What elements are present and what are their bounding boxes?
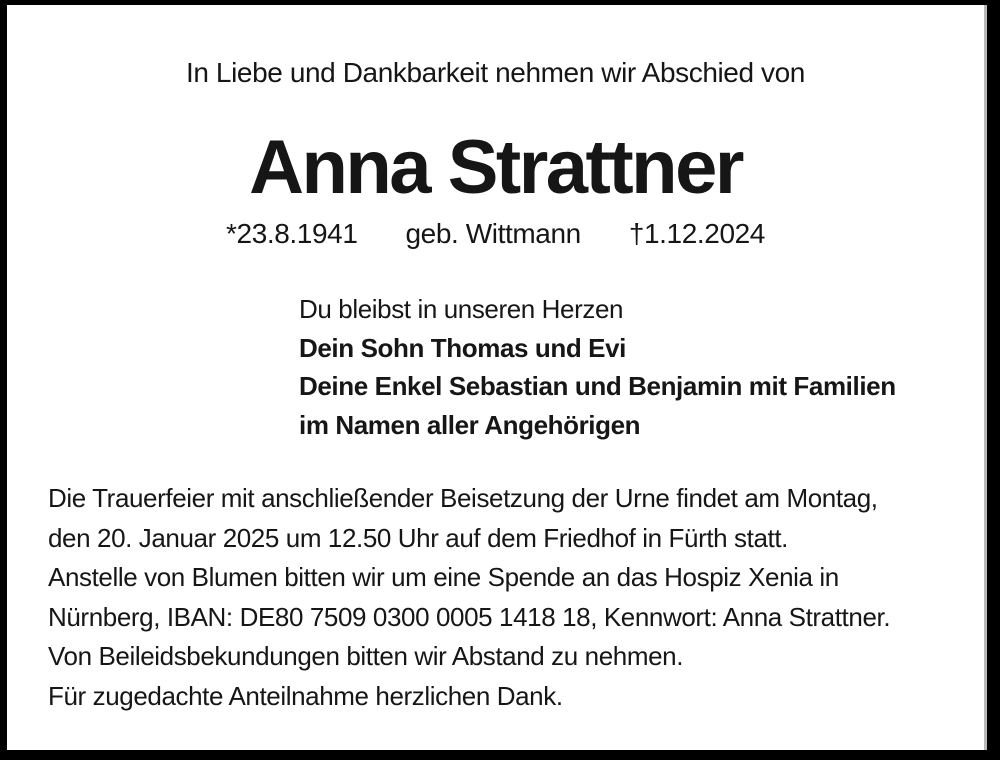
death-date: †1.12.2024 (628, 218, 765, 249)
verse-line: im Namen aller Angehörigen (299, 409, 641, 440)
verse-line: Dein Sohn Thomas und Evi (299, 332, 626, 363)
maiden-name: geb. Wittmann (405, 218, 581, 249)
family-block (299, 290, 896, 444)
life-dates-row (7, 218, 984, 250)
closing-line: den 20. Januar 2025 um 12.50 Uhr auf dem Friedhof in Fürth statt. (48, 522, 788, 553)
closing-line: Für zugedachte Anteilnahme herzlichen Dank. (48, 680, 563, 711)
funeral-details (48, 479, 890, 716)
closing-line: Anstelle von Blumen bitten wir um eine Spende an das Hospiz Xenia in (48, 562, 839, 592)
verse-line: Du bleibst in unseren Herzen (299, 294, 624, 324)
closing-line: Nürnberg, IBAN: DE80 7509 0300 0005 1418 18, Kennwort: Anna Strattner. (48, 601, 891, 632)
closing-line: Die Trauerfeier mit anschließender Beisetzung der Urne findet am Montag, (48, 483, 878, 513)
deceased-name: Anna Strattner (249, 125, 742, 210)
intro-line: In Liebe und Dankbarkeit nehmen wir Abschied von (186, 57, 805, 88)
obituary-notice (7, 5, 987, 750)
verse-line: Deine Enkel Sebastian und Benjamin mit Familien (299, 371, 896, 401)
birth-date: *23.8.1941 (226, 218, 358, 249)
closing-line: Von Beileidsbekundungen bitten wir Abstand zu nehmen. (48, 641, 684, 671)
